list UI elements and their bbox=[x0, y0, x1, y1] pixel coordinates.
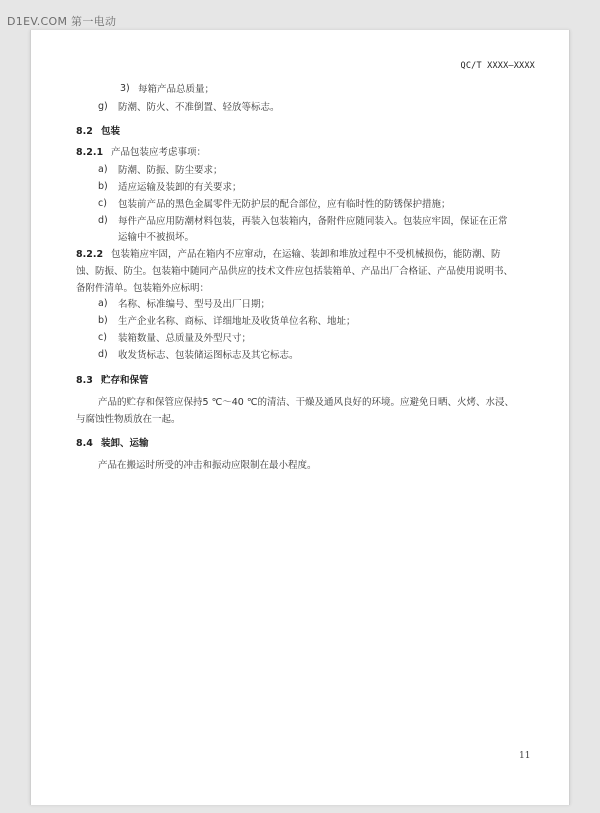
page-number: 11 bbox=[519, 751, 531, 761]
text-line: 防潮、防火、不准倒置、轻放等标志。 bbox=[118, 102, 280, 113]
text-line: 包装箱应牢固，产品在箱内不应窜动，在运输、装卸和堆放过程中不受机械损伤，能防潮、防 bbox=[111, 249, 501, 260]
text-line: 产品在搬运时所受的冲击和振动应限制在最小程度。 bbox=[98, 460, 317, 471]
item-label: d) bbox=[98, 215, 108, 226]
section-number: 8.2 bbox=[76, 126, 93, 137]
text-line: 运输中不被损坏。 bbox=[118, 232, 195, 243]
text-line: 装箱数量、总质量及外型尺寸； bbox=[118, 333, 252, 344]
item-label: b) bbox=[98, 315, 108, 326]
text-line: 每箱产品总质量； bbox=[138, 84, 215, 95]
section-title: 装卸、运输 bbox=[101, 438, 149, 449]
site-watermark: D1EV.COM 第一电动 bbox=[7, 15, 117, 28]
item-label: b) bbox=[98, 181, 108, 192]
section-number: 8.3 bbox=[76, 375, 93, 386]
text-line: 蚀、防振、防尘。包装箱中随同产品供应的技术文件应包括装箱单、产品出厂合格证、产品使用说明书、 bbox=[76, 266, 514, 277]
text-line: 生产企业名称、商标、详细地址及收货单位名称、地址； bbox=[118, 316, 356, 327]
item-label: c) bbox=[98, 332, 107, 343]
text-line: 与腐蚀性物质放在一起。 bbox=[76, 414, 181, 425]
text-line: 产品包装应考虑事项： bbox=[111, 147, 207, 158]
subsection-number: 8.2.2 bbox=[76, 249, 104, 260]
subsection-number: 8.2.1 bbox=[76, 147, 104, 158]
item-label: a) bbox=[98, 164, 108, 175]
text-line: 防潮、防振、防尘要求； bbox=[118, 165, 223, 176]
item-number: 3) bbox=[120, 83, 130, 94]
text-line: 每件产品应用防潮材料包装，再装入包装箱内，备附件应随同装入。包装应牢固，保证在正常 bbox=[118, 216, 508, 227]
text-line: 备附件清单。包装箱外应标明： bbox=[76, 283, 210, 294]
text-line: 收发货标志、包装储运图标志及其它标志。 bbox=[118, 350, 299, 361]
section-title: 包装 bbox=[101, 126, 121, 137]
text-line: 适应运输及装卸的有关要求； bbox=[118, 182, 242, 193]
item-label: d) bbox=[98, 349, 108, 360]
item-label: g) bbox=[98, 101, 108, 112]
standard-code: QC/T XXXX—XXXX bbox=[460, 61, 535, 71]
section-title: 贮存和保管 bbox=[101, 375, 149, 386]
section-number: 8.4 bbox=[76, 438, 93, 449]
text-line: 名称、标准编号、型号及出厂日期； bbox=[118, 299, 271, 310]
item-label: c) bbox=[98, 198, 107, 209]
item-label: a) bbox=[98, 298, 108, 309]
text-line: 产品的贮存和保管应保持5 ℃～40 ℃的清洁、干燥及通风良好的环境。应避免日晒、火烤、水浸、 bbox=[98, 397, 515, 408]
text-line: 包装前产品的黑色金属零件无防护层的配合部位，应有临时性的防锈保护措施； bbox=[118, 199, 451, 210]
